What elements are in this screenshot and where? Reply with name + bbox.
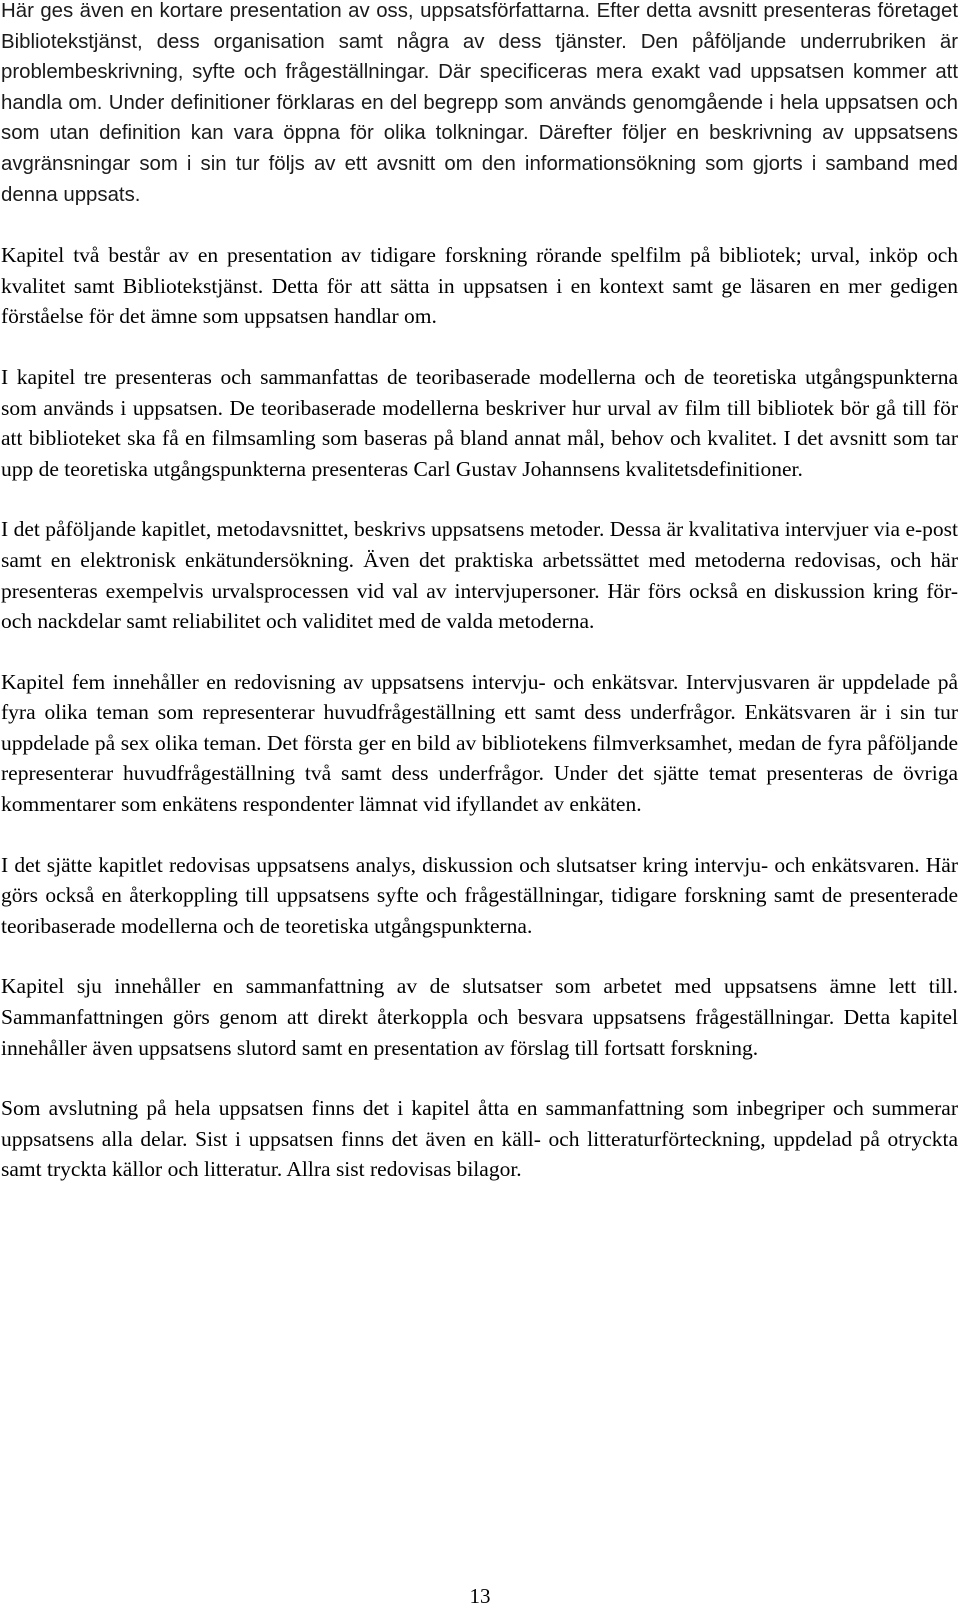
paragraph-chapter-six: I det sjätte kapitlet redovisas uppsatsens analys, diskussion och slutsatser kring intervju- och enkätsvaren. Här görs också en återkoppling till uppsatsens syfte och frågeställningar, tidigare forskning samt de presenterade teoribaserade modellerna och de teoretiska utgångspunkterna.: [1, 852, 958, 938]
paragraph-chapter-seven: Kapitel sju innehåller en sammanfattning av de slutsatser som arbetet med uppsatsens ämne lett till. Sammanfattningen görs genom att direkt återkoppla och besvara uppsatsens frågeställningar. Detta kapitel innehåller även uppsatsens slutord samt en presentation av förslag till fortsatt forskning.: [1, 974, 958, 1060]
paragraph-chapter-two: Kapitel två består av en presentation av tidigare forskning rörande spelfilm på bibliotek; urval, inköp och kvalitet samt Bibliotekstjänst. Detta för att sätta in uppsatsen i en kontext samt ge läsaren en mer gedigen förståelse för det ämne som uppsatsen handlar om.: [1, 243, 958, 329]
paragraph-chapter-eight: Som avslutning på hela uppsatsen finns det i kapitel åtta en sammanfattning som inbegriper och summerar uppsatsens alla delar. Sist i uppsatsen finns det även en käll- och litteraturförteckning, uppdelad på otryckta samt tryckta källor och litteratur. Allra sist redovisas bilagor.: [1, 1096, 958, 1182]
paragraph-chapter-three: I kapitel tre presenteras och sammanfattas de teoribaserade modellerna och de teoretiska utgångspunkterna som används i uppsatsen. De teoribaserade modellerna beskriver hur urval av film till bibliotek bör gå till för att biblioteket ska få en filmsamling som baseras på bland annat mål, behov och kvalitet. I det avsnitt som tar upp de teoretiska utgångspunkterna presenteras Carl Gustav Johannsens kvalitetsdefinitioner.: [1, 364, 958, 481]
paragraph-chapter-five: Kapitel fem innehåller en redovisning av uppsatsens intervju- och enkätsvar. Intervjusvaren är uppdelade på fyra olika teman som representerar huvudfrågeställning ett samt dess underfrågor. Enkätsvaren är i sin tur uppdelade på sex olika teman. Det första ger en bild av bibliotekens filmverksamhet, medan de fyra påföljande representerar huvudfrågeställning två samt dess underfrågor. Under det sjätte temat presenteras de övriga kommentarer som enkätens respondenter lämnat vid ifyllandet av enkäten.: [1, 669, 958, 817]
body-text: [1, 0, 958, 1185]
paragraph-introduction-overview: Här ges även en kortare presentation av oss, uppsatsförfattarna. Efter detta avsnitt presenteras företaget Bibliotekstjänst, dess organisation samt några av dess tjänster. Den påföljande underrubriken är problembeskrivning, syfte och frågeställningar. Där specificeras mera exakt vad uppsatsen kommer att handla om. Under definitioner förklaras en del begrepp som används genomgående i hela uppsatsen och som utan definition kan vara öppna för olika tolkningar. Därefter följer en beskrivning av uppsatsens avgränsningar som i sin tur följs av ett avsnitt om den informationsökning som gjorts i samband med denna uppsats.: [1, 0, 958, 206]
page-number: 13: [469, 1584, 491, 1608]
paragraph-chapter-four: I det påföljande kapitlet, metodavsnittet, beskrivs uppsatsens metoder. Dessa är kvalitativa intervjuer via e-post samt en elektronisk enkätundersökning. Även det praktiska arbetssättet med metoderna redovisas, och här presenteras exempelvis urvalsprocessen vid val av intervjupersoner. Här förs också en diskussion kring för- och nackdelar samt reliabilitet och validitet med de valda metoderna.: [1, 517, 958, 634]
